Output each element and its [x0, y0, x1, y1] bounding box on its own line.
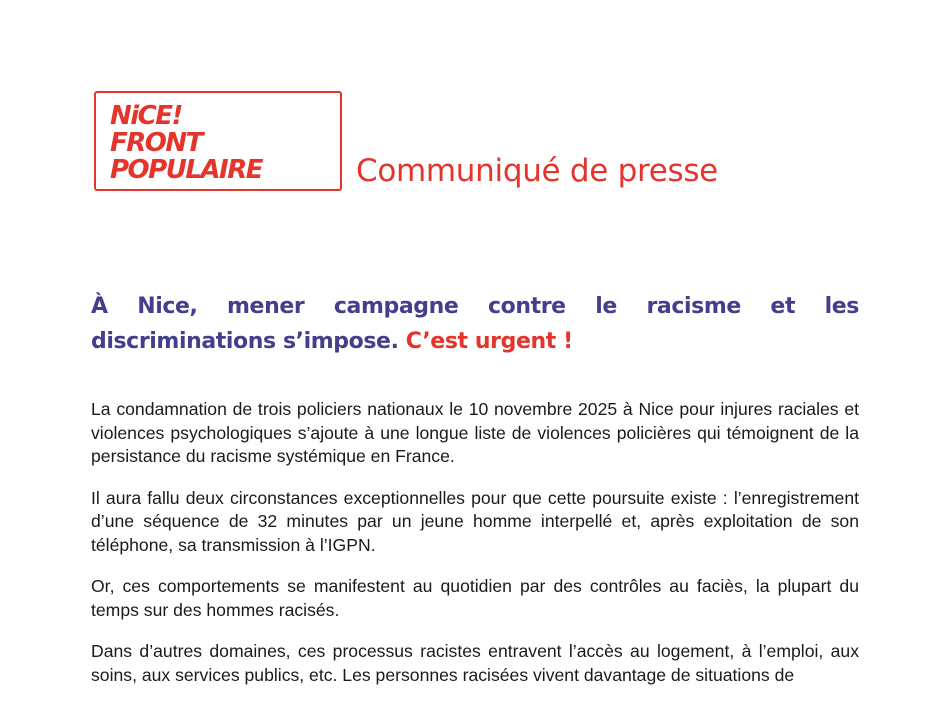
paragraph-3: Or, ces comportements se manifestent au quotidien par des contrôles au faciès, la plupart du temps sur des hommes racisés. [91, 576, 859, 620]
logo-text [110, 103, 262, 184]
logo-nice-front-populaire [94, 91, 342, 191]
paragraph-1: La condamnation de trois policiers nationaux le 10 novembre 2025 à Nice pour injures raciales et violences psychologiques s’ajoute à une longue liste de violences policières qui témoignent de la persistance du racisme systémique en France. [91, 399, 859, 466]
logo-line-1: NiCE! [110, 101, 182, 131]
headline-main: À Nice, mener campagne contre le racisme et les discriminations s’impose. [91, 294, 859, 354]
paragraph-4: Dans d’autres domaines, ces processus racistes entravent l’accès au logement, à l’emploi, aux soins, aux services publics, etc. Les personnes racisées vivent davantage de situations de [91, 641, 859, 685]
headline-emphasis: C’est urgent ! [405, 329, 573, 354]
body-text [91, 398, 859, 705]
logo-line-3: POPULAIRE [110, 155, 262, 185]
headline [91, 289, 859, 359]
paragraph-2: Il aura fallu deux circonstances exceptionnelles pour que cette poursuite existe : l’enregistrement d’une séquence de 32 minutes par un jeune homme interpellé et, après exploitation de son téléphone, sa transmission à l’IGPN. [91, 487, 859, 555]
page-title: Communiqué de presse [356, 153, 718, 189]
logo-line-2: FRONT [110, 128, 202, 158]
